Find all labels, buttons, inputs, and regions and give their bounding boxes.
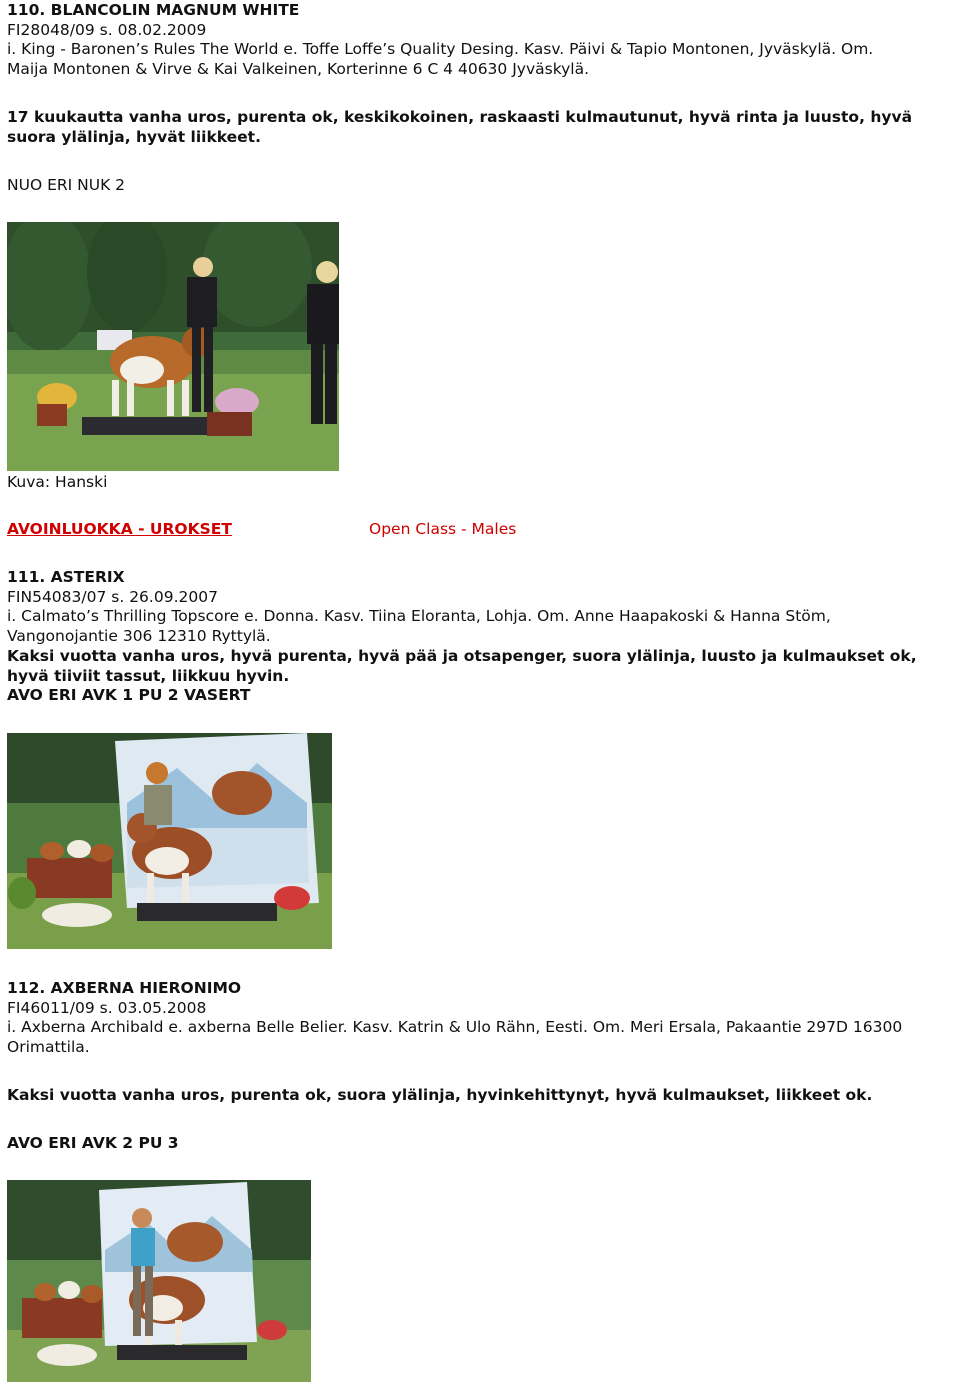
- entry-110-photo: [7, 222, 339, 471]
- class-heading-english: Open Class - Males: [369, 520, 517, 538]
- entry-110-registration: FI28048/09 s. 08.02.2009: [7, 21, 207, 39]
- entry-111-critique-line-2: hyvä tiiviit tassut, liikkuu hyvin.: [7, 667, 290, 685]
- entry-112-critique: Kaksi vuotta vanha uros, purenta ok, suora ylälinja, hyvinkehittynyt, hyvä kulmaukset, liikkeet ok.: [7, 1086, 873, 1104]
- entry-112-result: AVO ERI AVK 2 PU 3: [7, 1134, 179, 1152]
- entry-111-result: AVO ERI AVK 1 PU 2 VASERT: [7, 686, 251, 704]
- entry-111-photo: [7, 733, 332, 949]
- entry-111-title: 111. ASTERIX: [7, 568, 125, 586]
- entry-111-critique-line-1: Kaksi vuotta vanha uros, hyvä purenta, hyvä pää ja otsapenger, suora ylälinja, luusto ja kulmaukset ok,: [7, 647, 917, 665]
- entry-110-parents-line-2: Maija Montonen & Virve & Kai Valkeinen, Korterinne 6 C 4 40630 Jyväskylä.: [7, 60, 590, 78]
- entry-110-critique-line-2: suora ylälinja, hyvät liikkeet.: [7, 128, 261, 146]
- entry-112-registration: FI46011/09 s. 03.05.2008: [7, 999, 207, 1017]
- entry-110-parents-line-1: i. King - Baronen’s Rules The World e. Toffe Loffe’s Quality Desing. Kasv. Päivi & Tapio Montonen, Jyväskylä. Om.: [7, 40, 874, 58]
- entry-111-parents-line-1: i. Calmato’s Thrilling Topscore e. Donna. Kasv. Tiina Eloranta, Lohja. Om. Anne Haapakoski & Hanna Stöm,: [7, 607, 831, 625]
- photo-credit: Kuva: Hanski: [7, 473, 108, 491]
- entry-112-parents-line-1: i. Axberna Archibald e. axberna Belle Belier. Kasv. Katrin & Ulo Rähn, Eesti. Om. Meri Ersala, Pakaantie 297D 16300: [7, 1018, 903, 1036]
- entry-110-result: NUO ERI NUK 2: [7, 176, 126, 194]
- entry-111-parents-line-2: Vangonojantie 306 12310 Ryttylä.: [7, 627, 271, 645]
- class-heading-finnish: AVOINLUOKKA - UROKSET: [7, 520, 232, 538]
- entry-112-photo: [7, 1180, 311, 1382]
- entry-110-title: 110. BLANCOLIN MAGNUM WHITE: [7, 1, 300, 19]
- entry-112-parents-line-2: Orimattila.: [7, 1038, 90, 1056]
- entry-110-critique-line-1: 17 kuukautta vanha uros, purenta ok, keskikokoinen, raskaasti kulmautunut, hyvä rinta ja luusto, hyvä: [7, 108, 913, 126]
- entry-111-registration: FIN54083/07 s. 26.09.2007: [7, 588, 218, 606]
- entry-112-title: 112. AXBERNA HIERONIMO: [7, 979, 242, 997]
